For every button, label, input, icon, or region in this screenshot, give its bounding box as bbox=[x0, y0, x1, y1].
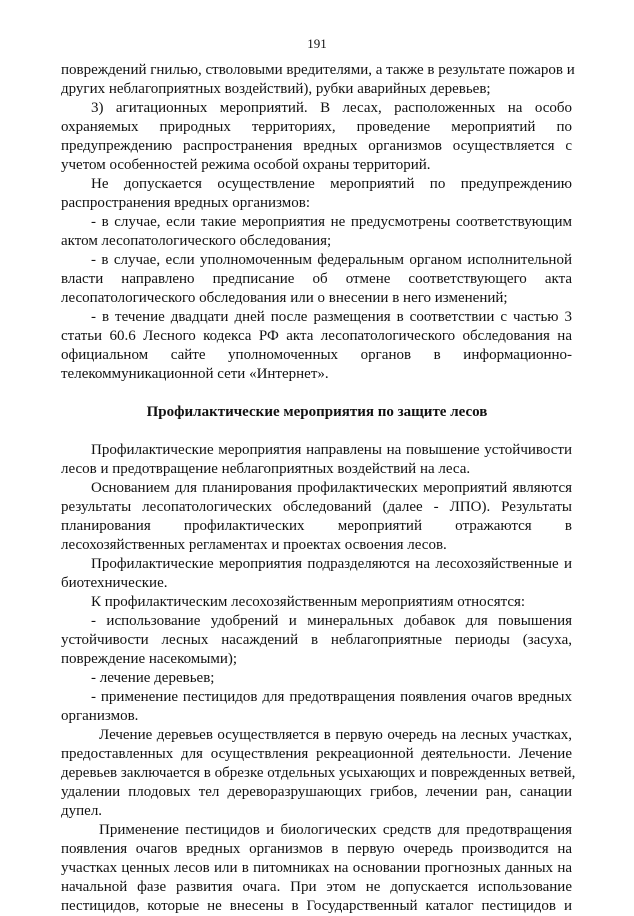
text-line: К профилактическим лесохозяйственным мероприятиям относятся: bbox=[91, 594, 526, 610]
text-line: лесов и предотвращение неблагоприятных воздействий на леса. bbox=[61, 461, 471, 477]
text-line: официальном сайте уполномоченных органов в информационно- bbox=[61, 347, 572, 363]
text-line: распространения вредных организмов: bbox=[61, 195, 311, 211]
text-line: устойчивости лесных насаждений в неблагоприятные периоды (засуха, bbox=[61, 632, 572, 648]
text-line: телекоммуникационной сети «Интернет». bbox=[61, 366, 329, 382]
text-line: появления очагов вредных организмов в первую очередь производится на bbox=[61, 841, 572, 857]
text-line: пестицидов, которые не внесены в Государственный каталог пестицидов и bbox=[61, 898, 572, 914]
text-line: - в случае, если уполномоченным федеральным органом исполнительной bbox=[91, 252, 572, 268]
text-line: - в случае, если такие мероприятия не предусмотрены соответствующим bbox=[91, 214, 572, 230]
text-line: 3) агитационных мероприятий. В лесах, расположенных на особо bbox=[91, 100, 572, 116]
text-line: охраняемых природных территориях, проведение мероприятий по bbox=[61, 119, 572, 135]
text-line: актом лесопатологического обследования; bbox=[61, 233, 332, 249]
text-line: дупел. bbox=[61, 803, 103, 819]
text-line: предупреждению распространения вредных организмов осуществляется с bbox=[61, 138, 572, 154]
page-number: 191 bbox=[307, 36, 327, 51]
text-line: - применение пестицидов для предотвращения появления очагов вредных bbox=[91, 689, 572, 705]
section-heading: Профилактические мероприятия по защите лесов bbox=[146, 404, 488, 420]
text-line: результаты лесопатологических обследований (далее - ЛПО). Результаты bbox=[61, 499, 572, 515]
text-line: удалении плодовых тел дереворазрушающих грибов, лечении ран, санации bbox=[61, 784, 572, 800]
text-line: повреждений гнилью, стволовыми вредителями, а также в результате пожаров и bbox=[61, 62, 575, 78]
text-line: организмов. bbox=[61, 708, 139, 724]
text-line: Применение пестицидов и биологических средств для предотвращения bbox=[99, 822, 572, 838]
text-line: - использование удобрений и минеральных добавок для повышения bbox=[91, 613, 572, 629]
text-line: Не допускается осуществление мероприятий по предупреждению bbox=[91, 176, 572, 192]
text-line: Лечение деревьев осуществляется в первую очередь на лесных участках, bbox=[99, 727, 572, 743]
text-line: участках ценных лесов или в питомниках на основании прогнозных данных на bbox=[61, 860, 572, 876]
text-line: планирования профилактических мероприятий отражаются в bbox=[61, 518, 572, 534]
text-line: лесопатологического обследования или о внесении в него изменений; bbox=[61, 290, 508, 306]
text-line: - лечение деревьев; bbox=[91, 670, 215, 686]
text-line: повреждение насекомыми); bbox=[61, 651, 238, 667]
text-line: биотехнические. bbox=[61, 575, 168, 591]
text-line: предоставленных для осуществления рекреационной деятельности. Лечение bbox=[61, 746, 572, 762]
text-line: статьи 60.6 Лесного кодекса РФ акта лесопатологического обследования на bbox=[61, 328, 572, 344]
text-line: власти направлено предписание об отмене соответствующего акта bbox=[61, 271, 572, 287]
text-line: учетом особенностей режима особой охраны территорий. bbox=[61, 157, 431, 173]
text-line: Профилактические мероприятия подразделяются на лесохозяйственные и bbox=[91, 556, 572, 572]
text-line: деревьев заключается в обрезке отдельных усыхающих и поврежденных ветвей, bbox=[61, 765, 576, 781]
text-line: Профилактические мероприятия направлены на повышение устойчивости bbox=[91, 442, 572, 458]
text-line: других неблагоприятных воздействий), рубки аварийных деревьев; bbox=[61, 81, 491, 97]
text-line: Основанием для планирования профилактических мероприятий являются bbox=[91, 480, 572, 496]
text-line: лесохозяйственных регламентах и проектах освоения лесов. bbox=[61, 537, 447, 553]
text-line: - в течение двадцати дней после размещения в соответствии с частью 3 bbox=[91, 309, 572, 325]
text-line: начальной фазе развития очага. При этом не допускается использование bbox=[61, 879, 572, 895]
